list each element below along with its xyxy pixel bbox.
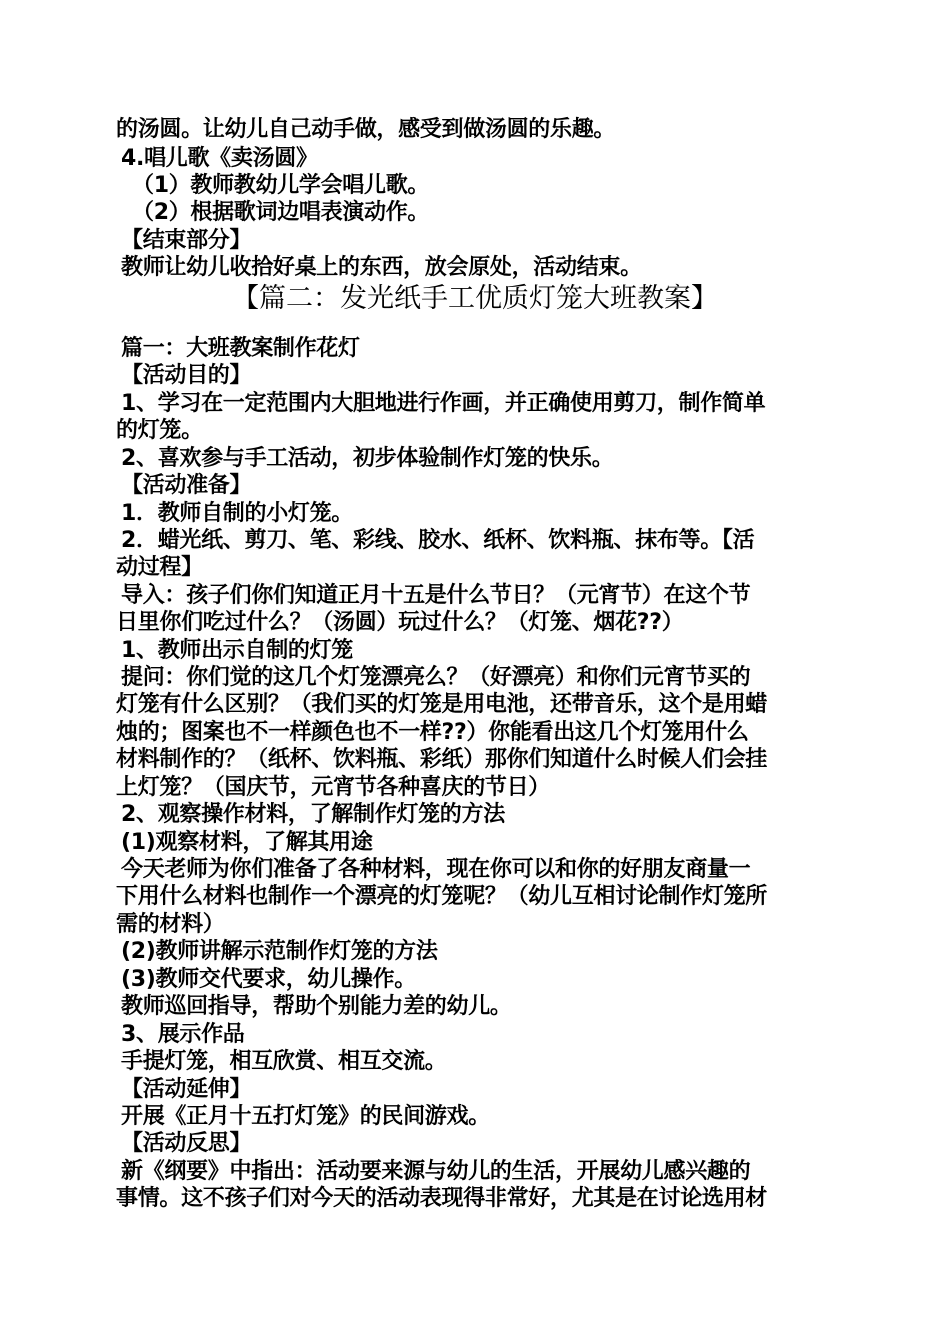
text-line: (3)教师交代要求，幼儿操作。 bbox=[121, 967, 416, 992]
text-line: 4.唱儿歌《卖汤圆》 bbox=[121, 146, 318, 171]
text-line: 灯笼有什么区别？（我们买的灯笼是用电池，还带音乐，这个是用蜡 bbox=[116, 692, 768, 717]
text-line: 提问：你们觉的这几个灯笼漂亮么？（好漂亮）和你们元宵节买的 bbox=[121, 665, 751, 690]
text-line: 2、观察操作材料，了解制作灯笼的方法 bbox=[121, 802, 505, 827]
text-line: 3、展示作品 bbox=[121, 1022, 245, 1047]
text-line: 今天老师为你们准备了各种材料，现在你可以和你的好朋友商量一 bbox=[121, 857, 751, 882]
text-line: 1、学习在一定范围内大胆地进行作画，并正确使用剪刀，制作简单 bbox=[121, 391, 766, 416]
text-line: 2．蜡光纸、剪刀、笔、彩线、胶水、纸杯、饮料瓶、抹布等。【活 bbox=[121, 528, 755, 553]
text-line: 事情。这不孩子们对今天的活动表现得非常好，尤其是在讨论选用材 bbox=[116, 1186, 768, 1211]
text-line: 需的材料） bbox=[116, 912, 225, 937]
text-line: 1、教师出示自制的灯笼 bbox=[121, 638, 354, 663]
text-line: 的灯笼。 bbox=[116, 418, 203, 443]
section-title: 【篇二：发光纸手工优质灯笼大班教案】 bbox=[232, 283, 718, 314]
text-line: 新《纲要》中指出：活动要来源与幼儿的生活，开展幼儿感兴趣的 bbox=[121, 1159, 751, 1184]
text-line: 的汤圆。让幼儿自己动手做，感受到做汤圆的乐趣。 bbox=[116, 117, 616, 142]
text-line: 篇一：大班教案制作花灯 bbox=[121, 336, 360, 361]
text-line: (1)观察材料，了解其用途 bbox=[121, 830, 373, 855]
section-heading: 【活动延伸】 bbox=[121, 1077, 252, 1102]
text-line: 教师让幼儿收拾好桌上的东西，放会原处，活动结束。 bbox=[121, 255, 642, 280]
text-line: 2、喜欢参与手工活动，初步体验制作灯笼的快乐。 bbox=[121, 446, 614, 471]
section-heading: 【活动目的】 bbox=[121, 363, 252, 388]
text-line: 1．教师自制的小灯笼。 bbox=[121, 501, 354, 526]
text-line: (2)教师讲解示范制作灯笼的方法 bbox=[121, 939, 438, 964]
text-line: 手提灯笼，相互欣赏、相互交流。 bbox=[121, 1049, 447, 1074]
section-heading: 【活动准备】 bbox=[121, 473, 252, 498]
text-line: 教师巡回指导，帮助个别能力差的幼儿。 bbox=[121, 994, 512, 1019]
text-line: 烛的；图案也不一样颜色也不一样??）你能看出这几个灯笼用什么 bbox=[116, 720, 749, 745]
text-line: 上灯笼？（国庆节，元宵节各种喜庆的节日） bbox=[116, 775, 551, 800]
section-heading: 【结束部分】 bbox=[121, 228, 252, 253]
text-line: （2）根据歌词边唱表演动作。 bbox=[132, 200, 430, 225]
text-line: 日里你们吃过什么？（汤圆）玩过什么？（灯笼、烟花??） bbox=[116, 610, 684, 635]
text-line: （1）教师教幼儿学会唱儿歌。 bbox=[132, 173, 430, 198]
text-line: 下用什么材料也制作一个漂亮的灯笼呢？（幼儿互相讨论制作灯笼所 bbox=[116, 884, 768, 909]
text-line: 导入：孩子们你们知道正月十五是什么节日？（元宵节）在这个节 bbox=[121, 583, 751, 608]
text-line: 材料制作的？（纸杯、饮料瓶、彩纸）那你们知道什么时候人们会挂 bbox=[116, 747, 768, 772]
section-heading: 【活动反思】 bbox=[121, 1131, 252, 1156]
text-line: 动过程】 bbox=[116, 555, 203, 580]
text-line: 开展《正月十五打灯笼》的民间游戏。 bbox=[121, 1104, 490, 1129]
